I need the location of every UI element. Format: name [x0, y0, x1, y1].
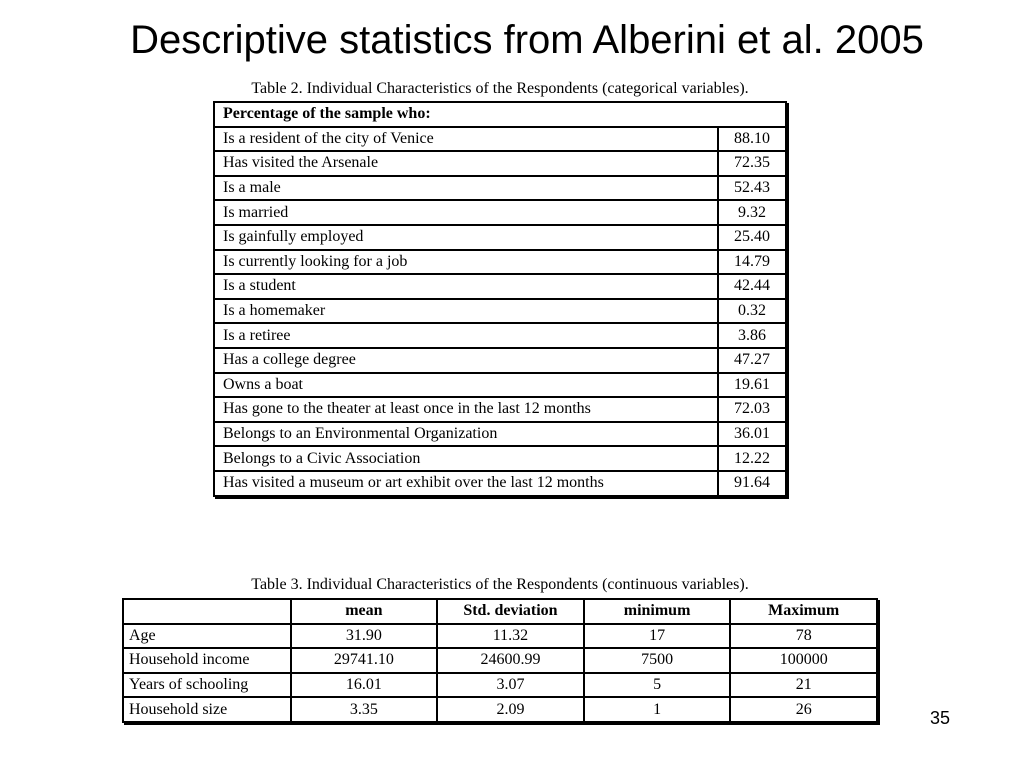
row-value: 88.10 [718, 127, 786, 152]
std-deviation-value: 3.07 [437, 673, 584, 698]
row-value: 12.22 [718, 446, 786, 471]
row-label: Has visited the Arsenale [214, 151, 718, 176]
table-row [214, 299, 786, 324]
table2-header: Percentage of the sample who: [214, 102, 786, 127]
maximum-value: 21 [730, 673, 877, 698]
column-header: Maximum [730, 599, 877, 624]
table-row [214, 250, 786, 275]
table-row [214, 200, 786, 225]
table-row [214, 274, 786, 299]
maximum-value: 26 [730, 697, 877, 722]
table-row [123, 673, 877, 698]
table-row [214, 225, 786, 250]
minimum-value: 7500 [584, 648, 731, 673]
maximum-value: 78 [730, 624, 877, 649]
table-row [214, 323, 786, 348]
column-header [123, 599, 291, 624]
row-value: 3.86 [718, 323, 786, 348]
std-deviation-value: 24600.99 [437, 648, 584, 673]
table-row [123, 648, 877, 673]
row-label: Has a college degree [214, 348, 718, 373]
row-label: Household income [123, 648, 291, 673]
table-header-row [214, 102, 786, 127]
column-header: mean [291, 599, 438, 624]
minimum-value: 17 [584, 624, 731, 649]
row-value: 25.40 [718, 225, 786, 250]
column-header: minimum [584, 599, 731, 624]
row-value: 52.43 [718, 176, 786, 201]
minimum-value: 1 [584, 697, 731, 722]
categorical-characteristics-table [213, 101, 787, 497]
row-label: Is a resident of the city of Venice [214, 127, 718, 152]
table-row [214, 348, 786, 373]
row-label: Is a retiree [214, 323, 718, 348]
table-row [214, 151, 786, 176]
page-number: 35 [930, 708, 951, 728]
row-label: Is a student [214, 274, 718, 299]
table3-body [123, 624, 877, 722]
row-label: Age [123, 624, 291, 649]
row-label: Has visited a museum or art exhibit over the last 12 months [214, 471, 718, 496]
row-value: 14.79 [718, 250, 786, 275]
column-header: Std. deviation [437, 599, 584, 624]
table-row [214, 446, 786, 471]
table-row [214, 422, 786, 447]
table3-caption: Table 3. Individual Characteristics of the Respondents (continuous variables). [251, 576, 749, 593]
mean-value: 16.01 [291, 673, 438, 698]
table-row [123, 697, 877, 722]
row-value: 72.03 [718, 397, 786, 422]
row-label: Is gainfully employed [214, 225, 718, 250]
row-label: Belongs to a Civic Association [214, 446, 718, 471]
slide-title: Descriptive statistics from Alberini et al. 2005 [130, 18, 924, 62]
row-label: Is currently looking for a job [214, 250, 718, 275]
mean-value: 29741.10 [291, 648, 438, 673]
table-row [214, 176, 786, 201]
row-label: Owns a boat [214, 373, 718, 398]
row-label: Has gone to the theater at least once in the last 12 months [214, 397, 718, 422]
table-row [214, 127, 786, 152]
table2-body [214, 127, 786, 496]
maximum-value: 100000 [730, 648, 877, 673]
row-value: 19.61 [718, 373, 786, 398]
row-value: 47.27 [718, 348, 786, 373]
mean-value: 31.90 [291, 624, 438, 649]
table-row [214, 471, 786, 496]
table-header-row [123, 599, 877, 624]
row-label: Is married [214, 200, 718, 225]
row-value: 9.32 [718, 200, 786, 225]
row-label: Years of schooling [123, 673, 291, 698]
minimum-value: 5 [584, 673, 731, 698]
row-label: Is a homemaker [214, 299, 718, 324]
table-row [214, 373, 786, 398]
row-value: 36.01 [718, 422, 786, 447]
row-label: Household size [123, 697, 291, 722]
std-deviation-value: 11.32 [437, 624, 584, 649]
continuous-characteristics-table [122, 598, 878, 723]
std-deviation-value: 2.09 [437, 697, 584, 722]
row-value: 91.64 [718, 471, 786, 496]
row-value: 42.44 [718, 274, 786, 299]
row-label: Is a male [214, 176, 718, 201]
row-label: Belongs to an Environmental Organization [214, 422, 718, 447]
row-value: 0.32 [718, 299, 786, 324]
mean-value: 3.35 [291, 697, 438, 722]
table-row [123, 624, 877, 649]
table-row [214, 397, 786, 422]
row-value: 72.35 [718, 151, 786, 176]
table2-caption: Table 2. Individual Characteristics of the Respondents (categorical variables). [251, 80, 749, 97]
